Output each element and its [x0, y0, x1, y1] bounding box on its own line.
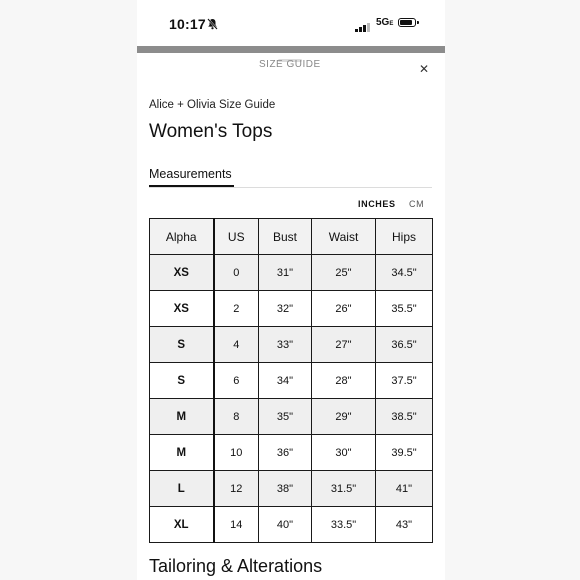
cell-bust: 35" [259, 399, 312, 435]
cell-hips: 34.5" [376, 255, 433, 291]
cell-us: 8 [214, 399, 259, 435]
bell-slash-icon [207, 17, 218, 35]
cell-bust: 33" [259, 327, 312, 363]
cell-us: 6 [214, 363, 259, 399]
table-row [150, 327, 433, 363]
cell-hips: 35.5" [376, 291, 433, 327]
cell-hips: 38.5" [376, 399, 433, 435]
cell-hips: 39.5" [376, 435, 433, 471]
header-alpha: Alpha [150, 219, 214, 255]
cell-waist: 28" [312, 363, 376, 399]
cell-alpha: L [150, 471, 214, 507]
header-bust: Bust [259, 219, 312, 255]
sheet-header-peek: SIZE GUIDE [259, 59, 321, 70]
network-type: 5GE [376, 17, 394, 28]
cell-bust: 34" [259, 363, 312, 399]
cell-waist: 25" [312, 255, 376, 291]
table-row [150, 471, 433, 507]
header-hips: Hips [376, 219, 433, 255]
battery-icon [398, 18, 416, 27]
cell-hips: 41" [376, 471, 433, 507]
tab-divider [149, 187, 432, 188]
table-row [150, 435, 433, 471]
cell-hips: 43" [376, 507, 433, 543]
status-bar [137, 0, 445, 46]
cell-alpha: S [150, 327, 214, 363]
cell-alpha: S [150, 363, 214, 399]
header-us: US [214, 219, 259, 255]
size-chart-table [149, 218, 433, 543]
cell-waist: 26" [312, 291, 376, 327]
cell-waist: 29" [312, 399, 376, 435]
cell-us: 4 [214, 327, 259, 363]
cell-us: 2 [214, 291, 259, 327]
cell-us: 12 [214, 471, 259, 507]
tab-measurements[interactable]: Measurements [149, 167, 232, 181]
cell-bust: 32" [259, 291, 312, 327]
table-row [150, 363, 433, 399]
size-guide-sheet [137, 53, 445, 580]
cell-waist: 33.5" [312, 507, 376, 543]
cell-us: 14 [214, 507, 259, 543]
cell-alpha: XL [150, 507, 214, 543]
cell-bust: 31" [259, 255, 312, 291]
sheet-backdrop-edge [137, 46, 445, 53]
cell-bust: 36" [259, 435, 312, 471]
table-row [150, 507, 433, 543]
table-row [150, 255, 433, 291]
brand-subtitle: Alice + Olivia Size Guide [149, 99, 276, 111]
cell-us: 10 [214, 435, 259, 471]
cell-us: 0 [214, 255, 259, 291]
cell-hips: 37.5" [376, 363, 433, 399]
table-row [150, 399, 433, 435]
status-time: 10:17 [169, 16, 206, 32]
cell-alpha: XS [150, 291, 214, 327]
cellular-signal-icon [355, 19, 371, 37]
cell-waist: 31.5" [312, 471, 376, 507]
unit-toggle-inches[interactable]: INCHES [358, 199, 396, 209]
table-row [150, 291, 433, 327]
cell-alpha: XS [150, 255, 214, 291]
cell-waist: 27" [312, 327, 376, 363]
page-title: Women's Tops [149, 121, 273, 142]
header-waist: Waist [312, 219, 376, 255]
unit-toggle-cm[interactable]: CM [409, 199, 425, 209]
cell-hips: 36.5" [376, 327, 433, 363]
cell-bust: 38" [259, 471, 312, 507]
cell-alpha: M [150, 399, 214, 435]
close-icon[interactable]: ✕ [419, 62, 430, 76]
cell-alpha: M [150, 435, 214, 471]
cell-waist: 30" [312, 435, 376, 471]
section-heading-tailoring: Tailoring & Alterations [149, 556, 323, 576]
cell-bust: 40" [259, 507, 312, 543]
table-header-row [150, 219, 433, 255]
